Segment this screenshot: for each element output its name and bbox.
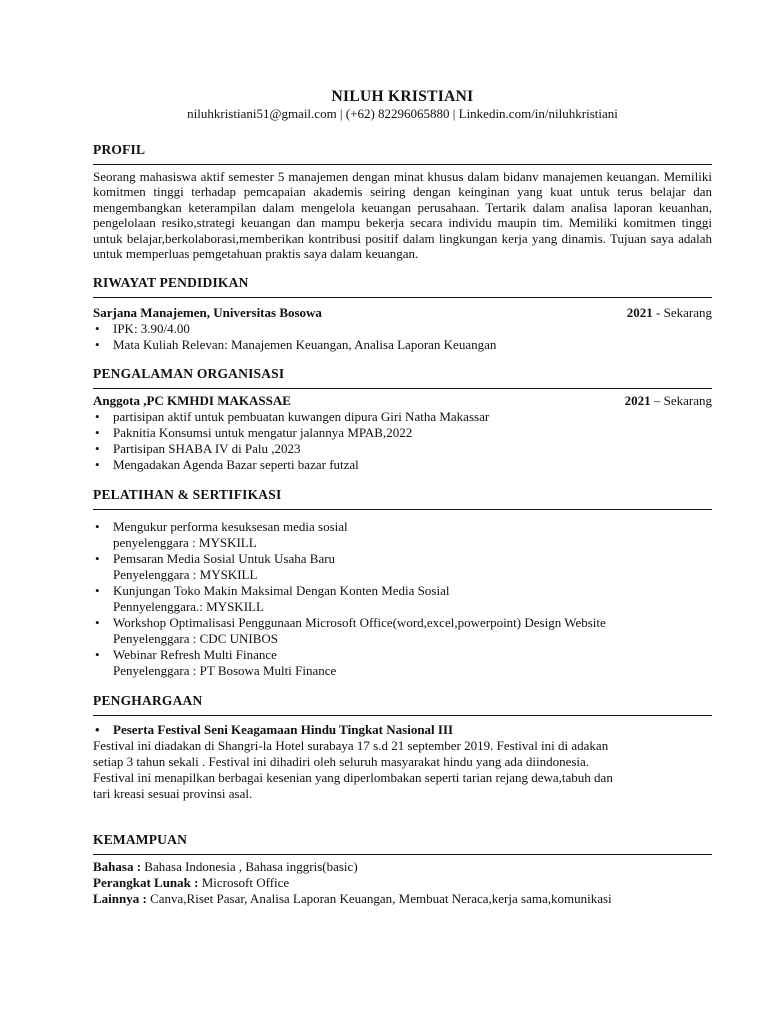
- section-title-pelatihan: PELATIHAN & SERTIFIKASI: [93, 487, 282, 503]
- award-name: • Peserta Festival Seni Keagamaan Hindu Tingkat Nasional III: [93, 722, 712, 738]
- resume-page: [93, 88, 712, 907]
- list-item: • Mata Kuliah Relevan: Manajemen Keuangan, Analisa Laporan Keuangan: [93, 337, 712, 353]
- section-pendidikan: [93, 275, 712, 353]
- skill-label: Bahasa :: [93, 859, 145, 875]
- skill-label: Perangkat Lunak :: [93, 875, 202, 891]
- training-list: [93, 519, 712, 679]
- list-item: • Paknitia Konsumsi untuk mengatur jalannya MPAB,2022: [93, 425, 712, 441]
- list-item: • Partisipan SHABA IV di Palu ,2023: [93, 441, 712, 457]
- education-period: [627, 305, 712, 321]
- training-name: • Kunjungan Toko Makin Maksimal Dengan Konten Media Sosial: [113, 583, 450, 599]
- training-organizer: Penyelenggara : PT Bosowa Multi Finance: [113, 663, 337, 679]
- training-organizer: Penyelenggara : MYSKILL: [113, 567, 258, 583]
- award-description-line: setiap 3 tahun sekali . Festival ini dihadiri oleh seluruh masyarakat hindu yang ada diindonesia.: [93, 754, 590, 770]
- section-kemampuan: [93, 832, 712, 907]
- organization-year: 2021: [624, 393, 651, 409]
- organization-list: [93, 409, 712, 473]
- training-organizer: Pennyelenggara.: MYSKILL: [113, 599, 264, 615]
- organization-role: Anggota ,PC KMHDI MAKASSAE: [93, 393, 291, 409]
- profil-text: Seorang mahasiswa aktif semester 5 manajemen dengan minat khusus dalam bidanv manajemen keuangan. Memiliki komitmen tinggi terhadap pemcapaian akademis seiring dengan keinginan yang kuat untuk terus belajar dan mengembangkan keterampilan dalam mengelola keuangan perusahaan. Tertarik dalam analisa laporan keuanhan, pengelolaan resiko,strategi keuangan dan mampu bekerja secara individu maupin tim. Memiliki komitmen tinggi untuk belajar,berkolaborasi,memberikan kontribusi positif dalam lingkungan kerja yang dinamis. Tujuan saya adalah untuk memperluas pemgetahuan praktis saya dalam keuangan.: [93, 169, 712, 262]
- section-organisasi: [93, 366, 712, 473]
- award-list: [93, 722, 712, 738]
- section-divider: [93, 854, 712, 855]
- skill-bahasa: [93, 859, 712, 875]
- organization-period-suffix: – Sekarang: [650, 393, 712, 409]
- training-organizer: Penyelenggara : CDC UNIBOS: [113, 631, 279, 647]
- section-penghargaan: [93, 693, 712, 802]
- section-divider: [93, 509, 712, 510]
- education-year: 2021: [626, 305, 653, 321]
- award-description-line: Festival ini diadakan di Shangri-la Hotel surabaya 17 s.d 21 september 2019. Festival ini di adakan: [93, 738, 609, 754]
- section-pelatihan: [93, 487, 712, 679]
- training-item: [93, 647, 712, 679]
- training-item: [93, 615, 712, 647]
- training-name: • Pemsaran Media Sosial Untuk Usaha Baru: [113, 551, 336, 567]
- training-name: • Webinar Refresh Multi Finance: [113, 647, 277, 663]
- contact-line: niluhkristiani51@gmail.com | (+62) 82296065880 | Linkedin.com/in/niluhkristiani: [187, 106, 618, 121]
- section-divider: [93, 388, 712, 389]
- section-divider: [93, 297, 712, 298]
- section-profil: [93, 142, 712, 261]
- list-item: • Mengadakan Agenda Bazar seperti bazar futzal: [93, 457, 712, 473]
- list-item: • IPK: 3.90/4.00: [93, 321, 712, 337]
- candidate-name: NILUH KRISTIANI: [331, 88, 474, 105]
- training-name: • Workshop Optimalisasi Penggunaan Microsoft Office(word,excel,powerpoint) Design Website: [113, 615, 606, 631]
- education-period-suffix: - Sekarang: [652, 305, 712, 321]
- list-item: • partisipan aktif untuk pembuatan kuwangen dipura Giri Natha Makassar: [93, 409, 712, 425]
- training-name: • Mengukur performa kesuksesan media sosial: [113, 519, 348, 535]
- skill-value: Microsoft Office: [201, 875, 290, 891]
- section-title-pendidikan: RIWAYAT PENDIDIKAN: [93, 275, 249, 291]
- skill-label: Lainnya :: [93, 891, 151, 907]
- award-description-line: tari kreasi sesuai provinsi asal.: [93, 786, 253, 802]
- section-title-profil: PROFIL: [93, 142, 146, 157]
- skill-perangkat-lunak: [93, 875, 712, 891]
- section-divider: [93, 164, 712, 165]
- degree-name: Sarjana Manajemen, Universitas Bosowa: [93, 305, 322, 321]
- award-description-line: Festival ini menapilkan berbagai kesenian yang diperlombakan seperti tarian rejang dewa,tabuh dan: [93, 770, 613, 786]
- organization-entry: [93, 393, 712, 409]
- training-item: [93, 583, 712, 615]
- training-item: [93, 519, 712, 551]
- organization-period: [625, 393, 712, 409]
- training-organizer: penyelenggara : MYSKILL: [113, 535, 257, 551]
- education-entry: [93, 305, 712, 321]
- skill-lainnya: [93, 891, 712, 907]
- section-title-kemampuan: KEMAMPUAN: [93, 832, 188, 848]
- skill-value: Bahasa Indonesia , Bahasa inggris(basic): [144, 859, 358, 875]
- section-title-organisasi: PENGALAMAN ORGANISASI: [93, 366, 285, 382]
- section-divider: [93, 715, 712, 716]
- training-item: [93, 551, 712, 583]
- education-list: [93, 321, 712, 353]
- section-title-penghargaan: PENGHARGAAN: [93, 693, 203, 709]
- skill-value: Canva,Riset Pasar, Analisa Laporan Keuangan, Membuat Neraca,kerja sama,komunikasi: [150, 891, 612, 907]
